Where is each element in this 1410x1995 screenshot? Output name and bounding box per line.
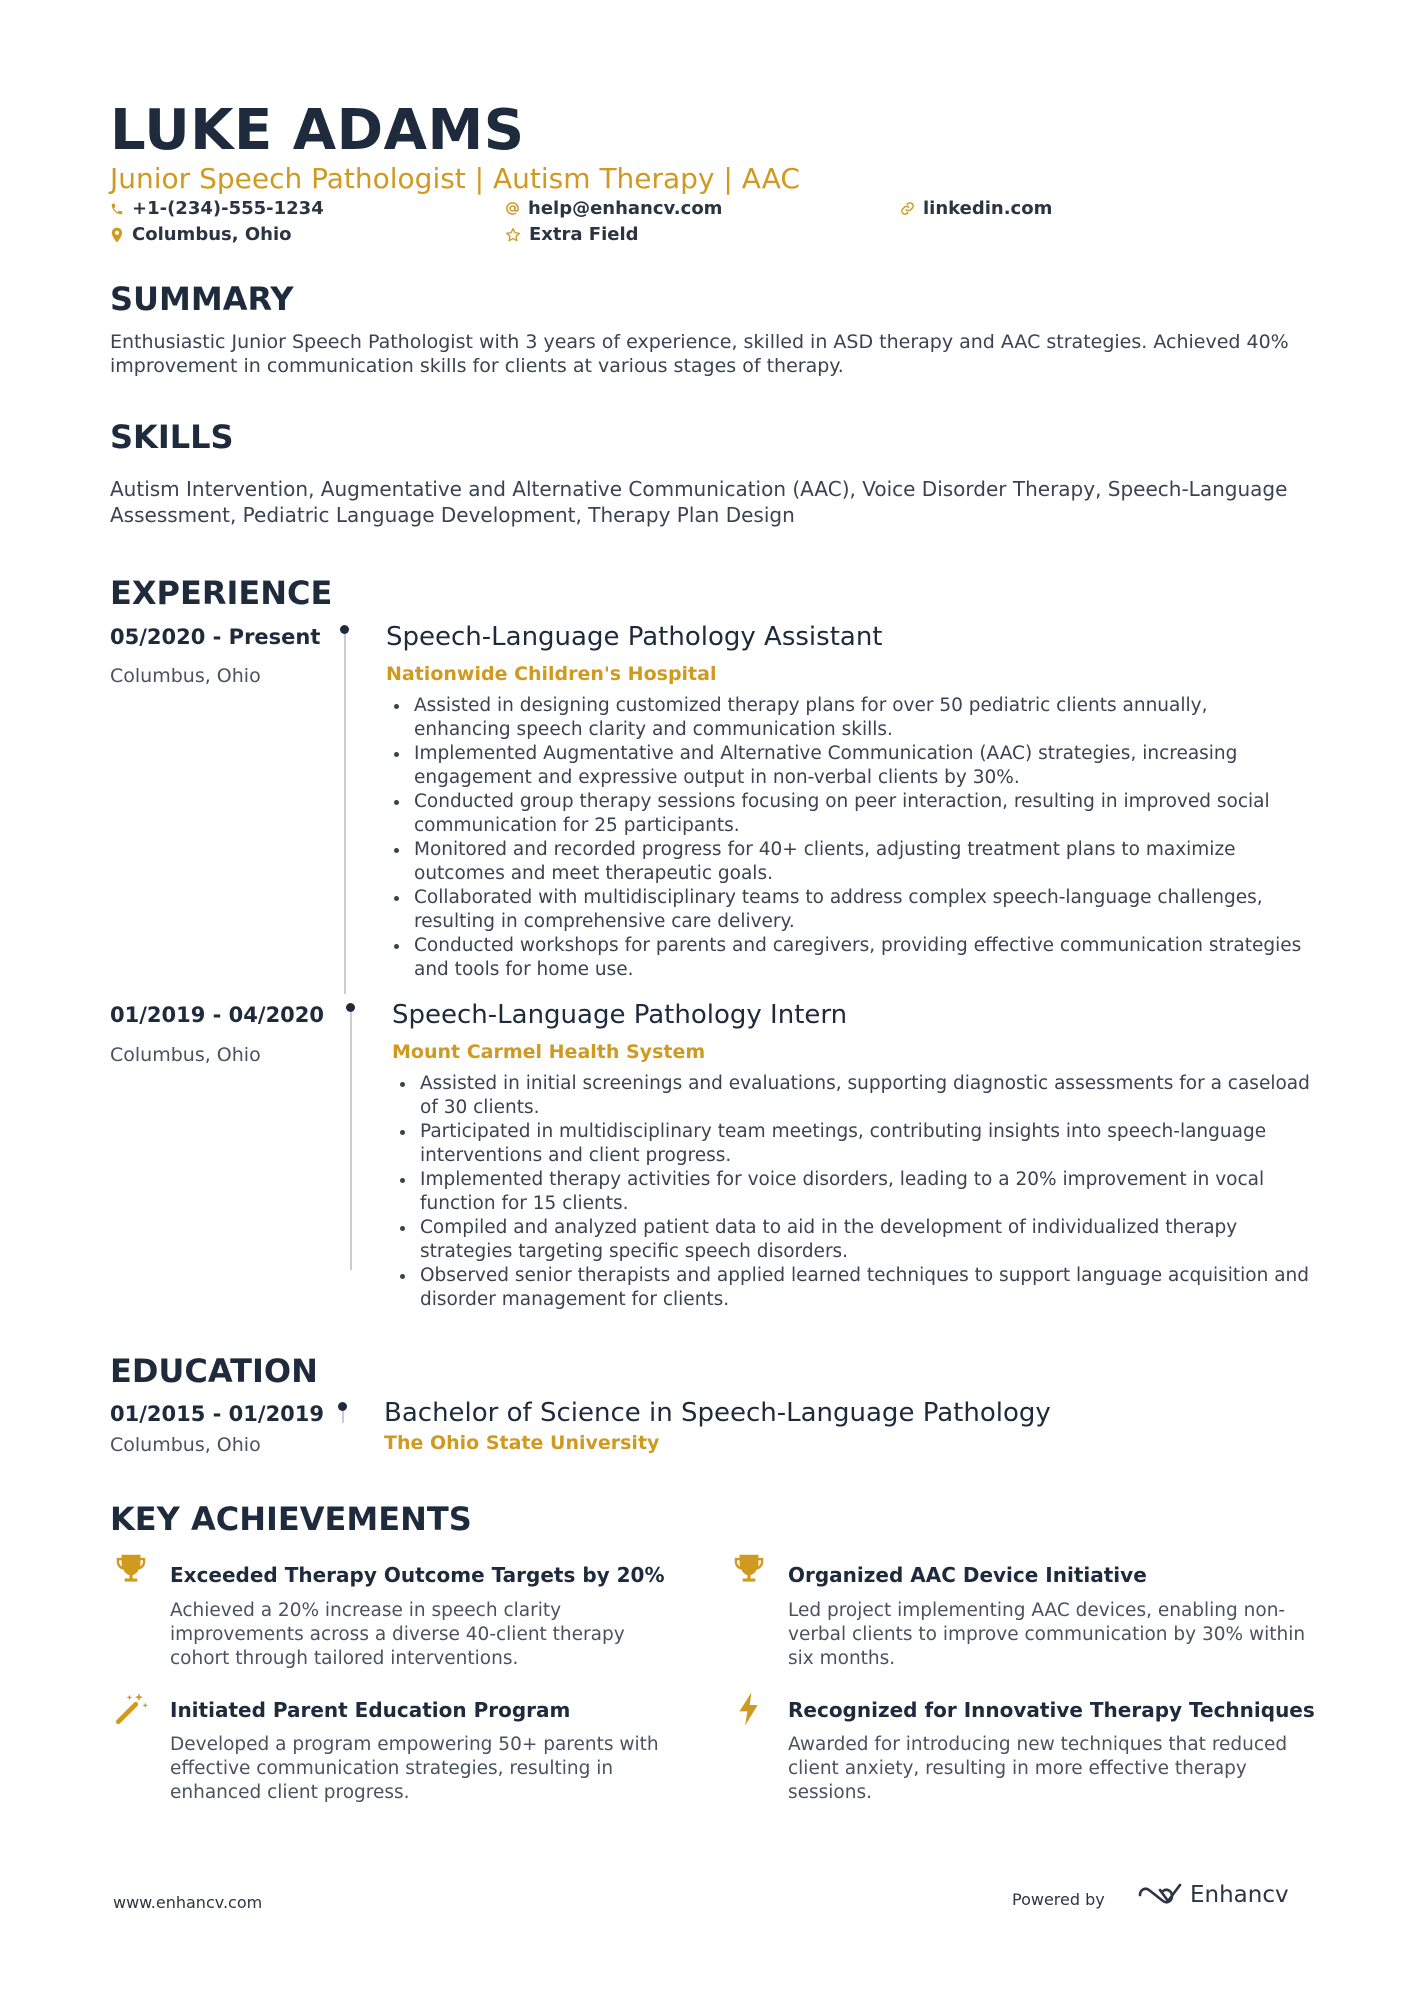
edu-date: 01/2015 - 01/2019 — [110, 1402, 325, 1426]
trophy-icon — [730, 1550, 768, 1592]
job-bullet: Compiled and analyzed patient data to aid in the development of individualized therapy strategies targeting specific speech disorders. — [392, 1216, 1312, 1264]
timeline-dot — [338, 1402, 347, 1411]
job-bullets — [386, 694, 1306, 982]
job-bullet: Conducted group therapy sessions focusing on peer interaction, resulting in improved social communication for 25 participants. — [386, 790, 1306, 838]
contact-linkedin[interactable] — [900, 198, 1052, 219]
star-icon — [505, 227, 521, 243]
job-bullet: Monitored and recorded progress for 40+ clients, adjusting treatment plans to maximize outcomes and meet therapeutic goals. — [386, 838, 1306, 886]
link-icon — [900, 201, 915, 216]
email-text[interactable]: help@enhancv.com — [528, 198, 723, 219]
achievement-title: Recognized for Innovative Therapy Techniques — [788, 1698, 1315, 1722]
summary-heading: SUMMARY — [110, 280, 294, 318]
at-icon — [505, 201, 520, 216]
location-text: Columbus, Ohio — [132, 224, 292, 245]
job-location: Columbus, Ohio — [110, 1044, 261, 1066]
achievement-title: Exceeded Therapy Outcome Targets by 20% — [170, 1563, 665, 1587]
skills-text: Autism Intervention, Augmentative and Alternative Communication (AAC), Voice Disorder Therapy, Speech-Language Assessment, Pediatric Language Development, Therapy Plan Design — [110, 477, 1288, 527]
job-date: 05/2020 - Present — [110, 625, 321, 649]
job-bullet: Assisted in designing customized therapy plans for over 50 pediatric clients annually, enhancing speech clarity and communication skills. — [386, 694, 1306, 742]
edu-location: Columbus, Ohio — [110, 1434, 261, 1456]
trophy-icon — [112, 1550, 150, 1592]
skills-heading: SKILLS — [110, 418, 234, 456]
phone-text: +1-(234)-555-1234 — [132, 198, 324, 219]
timeline-line — [344, 634, 346, 994]
job-role: Speech-Language Pathology Assistant — [386, 622, 883, 652]
job-bullet: Assisted in initial screenings and evaluations, supporting diagnostic assessments for a caseload of 30 clients. — [392, 1072, 1312, 1120]
achievements-heading: KEY ACHIEVEMENTS — [110, 1500, 472, 1538]
job-date: 01/2019 - 04/2020 — [110, 1003, 325, 1027]
job-bullet: Participated in multidisciplinary team meetings, contributing insights into speech-language interventions and client progress. — [392, 1120, 1312, 1168]
achievement-title: Organized AAC Device Initiative — [788, 1563, 1147, 1587]
timeline-line — [342, 1411, 344, 1423]
contact-extra — [505, 224, 639, 245]
education-heading: EDUCATION — [110, 1352, 318, 1390]
job-location: Columbus, Ohio — [110, 665, 261, 687]
contact-phone — [110, 198, 324, 219]
enhancv-logo-icon — [1136, 1882, 1184, 1912]
lightning-icon — [730, 1690, 768, 1732]
location-icon — [110, 227, 124, 243]
job-bullet: Implemented Augmentative and Alternative Communication (AAC) strategies, increasing engagement and expressive output in non-verbal clients by 30%. — [386, 742, 1306, 790]
achievement-desc: Developed a program empowering 50+ parents with effective communication strategies, resulting in enhanced client progress. — [170, 1734, 659, 1803]
extra-field-text: Extra Field — [529, 224, 639, 245]
contact-location — [110, 224, 292, 245]
timeline-dot — [346, 1003, 355, 1012]
job-company: Nationwide Children's Hospital — [386, 663, 717, 685]
footer-website[interactable]: www.enhancv.com — [113, 1893, 263, 1912]
job-role: Speech-Language Pathology Intern — [392, 1000, 848, 1030]
footer-brand[interactable]: Enhancv — [1190, 1882, 1289, 1908]
job-bullet: Conducted workshops for parents and caregivers, providing effective communication strategies and tools for home use. — [386, 934, 1306, 982]
linkedin-text[interactable]: linkedin.com — [923, 198, 1053, 219]
timeline-line — [350, 1012, 352, 1270]
job-bullet: Implemented therapy activities for voice disorders, leading to a 20% improvement in vocal function for 15 clients. — [392, 1168, 1312, 1216]
job-bullet: Collaborated with multidisciplinary teams to address complex speech-language challenges, resulting in comprehensive care delivery. — [386, 886, 1306, 934]
candidate-name: LUKE ADAMS — [110, 98, 525, 163]
edu-degree: Bachelor of Science in Speech-Language Pathology — [384, 1398, 1051, 1428]
achievement-desc: Awarded for introducing new techniques that reduced client anxiety, resulting in more effective therapy sessions. — [788, 1734, 1288, 1803]
experience-heading: EXPERIENCE — [110, 574, 333, 612]
achievement-desc: Achieved a 20% increase in speech clarity improvements across a diverse 40-client therapy cohort through tailored interventions. — [170, 1600, 625, 1669]
candidate-title: Junior Speech Pathologist | Autism Therapy | AAC — [110, 162, 800, 195]
timeline-dot — [340, 625, 349, 634]
phone-icon — [110, 202, 124, 216]
footer-powered-by: Powered by — [1012, 1890, 1105, 1909]
job-bullets — [392, 1072, 1312, 1312]
job-bullet: Observed senior therapists and applied learned techniques to support language acquisition and disorder management for clients. — [392, 1264, 1312, 1312]
summary-text: Enthusiastic Junior Speech Pathologist with 3 years of experience, skilled in ASD therapy and AAC strategies. Achieved 40% improvement in communication skills for clients at various stages of therapy. — [110, 331, 1289, 377]
achievement-title: Initiated Parent Education Program — [170, 1698, 571, 1722]
contact-email[interactable] — [505, 198, 722, 219]
achievement-desc: Led project implementing AAC devices, enabling non-verbal clients to improve communication by 30% within six months. — [788, 1600, 1306, 1669]
magic-wand-icon — [112, 1690, 150, 1732]
job-company: Mount Carmel Health System — [392, 1041, 706, 1063]
edu-school: The Ohio State University — [384, 1432, 660, 1454]
